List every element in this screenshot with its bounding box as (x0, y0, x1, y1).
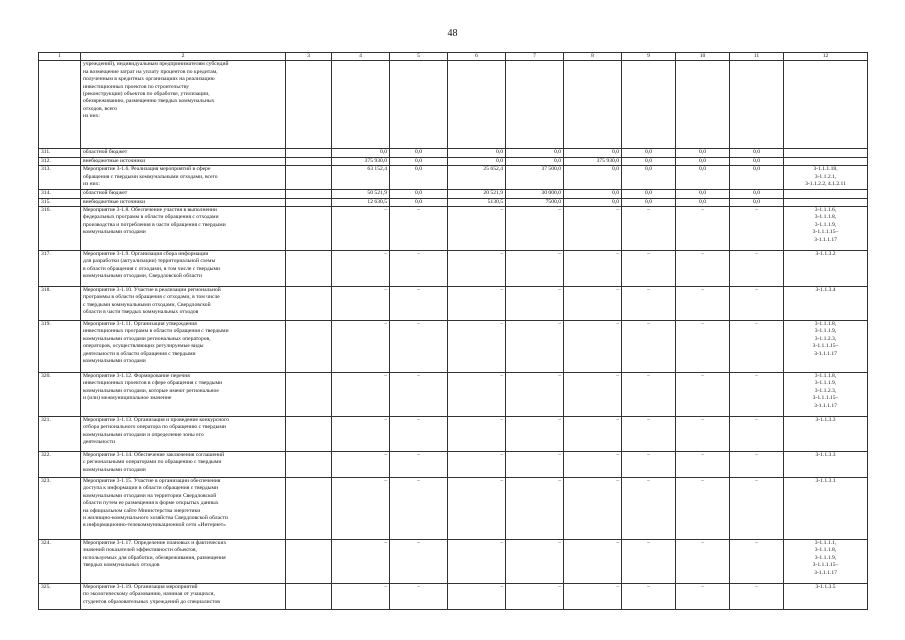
cell-col7: – (506, 452, 564, 478)
cell-targets (784, 190, 868, 198)
cell-col5: 0,0 (390, 198, 448, 206)
cell-col7: – (506, 321, 564, 373)
cell-col6 (448, 61, 506, 149)
row-title: Мероприятие 3-1.19. Организация мероприятий по экологическому образованию, начиная от учащихся, студентов образовательных учреждений до специалистов (81, 584, 286, 610)
cell-col4: – (332, 321, 390, 373)
table-row (39, 452, 868, 478)
cell-col10: – (676, 373, 730, 417)
row-number: 323. (39, 478, 81, 540)
cell-col9: – (622, 417, 676, 452)
row-number (39, 61, 81, 149)
cell-col7: – (506, 478, 564, 540)
cell-col3 (286, 452, 332, 478)
cell-col9: – (622, 540, 676, 584)
row-title: Мероприятие 3-1.10. Участие в реализации региональной программы в области обращения с отходами, в том числе с твердыми коммунальными отходами, Свердловской области в части твердых коммунальных отходов (81, 287, 286, 321)
header-cell: 5 (390, 53, 448, 61)
cell-col5: – (390, 540, 448, 584)
cell-targets: 3-1.1.1.8, 3-1.1.1.9, 3-1.1.2.3, 3-1.1.1.15– 3-1.1.1.17 (784, 373, 868, 417)
page-number: 48 (447, 28, 458, 39)
cell-col3 (286, 207, 332, 251)
cell-col9: – (622, 321, 676, 373)
cell-col9: – (622, 478, 676, 540)
cell-col11: 0,0 (730, 166, 784, 190)
cell-col4: – (332, 540, 390, 584)
cell-col10: – (676, 478, 730, 540)
cell-col10: 0,0 (676, 157, 730, 165)
cell-col3 (286, 61, 332, 149)
cell-col9: 0,0 (622, 198, 676, 206)
row-number: 317. (39, 251, 81, 287)
cell-col8: – (564, 373, 622, 417)
cell-col6: – (448, 287, 506, 321)
cell-col11 (730, 61, 784, 149)
cell-col4: – (332, 287, 390, 321)
cell-col4: – (332, 452, 390, 478)
row-number: 322. (39, 452, 81, 478)
table-row (39, 251, 868, 287)
cell-col11: – (730, 417, 784, 452)
cell-col10: – (676, 452, 730, 478)
cell-col6: 25 652,4 (448, 166, 506, 190)
cell-targets: 3-1.1.1.1, 3-1.1.1.8, 3-1.1.1.9, 3-1.1.1.15– 3-1.1.1.17 (784, 540, 868, 584)
row-title: внебюджетные источники (81, 157, 286, 165)
table-row (39, 157, 868, 165)
table-row (39, 198, 868, 206)
cell-col5: – (390, 417, 448, 452)
cell-targets (784, 149, 868, 157)
row-title: областной бюджет (81, 149, 286, 157)
cell-col3 (286, 584, 332, 610)
row-number: 320. (39, 373, 81, 417)
header-cell: 12 (784, 53, 868, 61)
cell-col10: – (676, 207, 730, 251)
cell-col4: 375 930,0 (332, 157, 390, 165)
cell-col11: – (730, 452, 784, 478)
cell-col11: – (730, 584, 784, 610)
header-cell: 2 (81, 53, 286, 61)
cell-col5: 0,0 (390, 190, 448, 198)
cell-col4 (332, 61, 390, 149)
header-row (39, 53, 868, 61)
cell-col4: – (332, 417, 390, 452)
cell-col10: – (676, 417, 730, 452)
table-row (39, 417, 868, 452)
cell-col3 (286, 149, 332, 157)
cell-col8: 0,0 (564, 149, 622, 157)
cell-col8: 0,0 (564, 190, 622, 198)
cell-col7: 0,0 (506, 149, 564, 157)
row-title: внебюджетные источники (81, 198, 286, 206)
cell-col11: – (730, 207, 784, 251)
cell-col4: – (332, 478, 390, 540)
table-row (39, 478, 868, 540)
cell-col11: – (730, 251, 784, 287)
cell-col7: 7500,0 (506, 198, 564, 206)
cell-col9: 0,0 (622, 157, 676, 165)
cell-col9: – (622, 584, 676, 610)
row-title: Мероприятие 3-1.8. Обеспечение участия в выполнении федеральных программ в области обращения с отходами производства и потребления в части обращения с твердыми коммунальными отходами (81, 207, 286, 251)
cell-targets: 3-1.1.1.6, 3-1.1.1.8, 3-1.1.1.9, 3-1.1.1.15– 3-1.1.1.17 (784, 207, 868, 251)
cell-col5: – (390, 207, 448, 251)
row-number: 312. (39, 157, 81, 165)
cell-col5: – (390, 584, 448, 610)
cell-col5: 0,0 (390, 149, 448, 157)
cell-col10: 0,0 (676, 166, 730, 190)
cell-targets: 3-1.1.3.1 (784, 478, 868, 540)
table-row (39, 321, 868, 373)
cell-col9: – (622, 452, 676, 478)
cell-col10: 0,0 (676, 190, 730, 198)
cell-targets: 3-1.1.1.18, 3-1.1.2.1, 3-1.1.2.2, 4.1.2.11 (784, 166, 868, 190)
cell-col5: – (390, 478, 448, 540)
cell-col5: 0,0 (390, 166, 448, 190)
cell-col7: – (506, 584, 564, 610)
program-table (38, 52, 868, 610)
header-cell: 3 (286, 53, 332, 61)
cell-col7: 0,0 (506, 157, 564, 165)
table-row (39, 61, 868, 149)
cell-col9: 0,0 (622, 166, 676, 190)
cell-col5: – (390, 251, 448, 287)
table-row (39, 190, 868, 198)
row-title: Мероприятие 3-1.12. Формирование перечня инвестиционных проектов в сфере обращения с твердыми коммунальными отходами, которые имеют региональное и (или) межмуниципальное значение (81, 373, 286, 417)
cell-col8: 0,0 (564, 166, 622, 190)
cell-col7: – (506, 251, 564, 287)
cell-targets: 3-1.1.3.2 (784, 251, 868, 287)
cell-col10: – (676, 251, 730, 287)
cell-col5: – (390, 452, 448, 478)
cell-col6: 5130,5 (448, 198, 506, 206)
cell-col11: – (730, 321, 784, 373)
cell-col8: – (564, 584, 622, 610)
cell-col8: 375 930,0 (564, 157, 622, 165)
cell-col8: – (564, 540, 622, 584)
cell-col8: – (564, 287, 622, 321)
header-cell: 8 (564, 53, 622, 61)
cell-col4: – (332, 584, 390, 610)
cell-col6: 0,0 (448, 149, 506, 157)
row-number: 318. (39, 287, 81, 321)
cell-col6: – (448, 452, 506, 478)
row-title: областной бюджет (81, 190, 286, 198)
cell-col11: – (730, 373, 784, 417)
cell-col6: – (448, 251, 506, 287)
cell-col9: – (622, 207, 676, 251)
cell-col4: 12 630,5 (332, 198, 390, 206)
cell-col6: 0,0 (448, 157, 506, 165)
cell-col5: – (390, 373, 448, 417)
cell-col3 (286, 478, 332, 540)
cell-col3 (286, 157, 332, 165)
cell-col5: 0,0 (390, 157, 448, 165)
cell-col11: – (730, 540, 784, 584)
cell-col7: – (506, 287, 564, 321)
cell-col8: – (564, 251, 622, 287)
cell-col9: – (622, 251, 676, 287)
cell-col11: 0,0 (730, 198, 784, 206)
row-title: Мероприятие 3-1.17. Определение плановых и фактических значений показателей эффективности объектов, используемых для обработки, обезвреживания, размещения твердых коммунальных отходов (81, 540, 286, 584)
cell-col7: – (506, 417, 564, 452)
cell-col5: – (390, 321, 448, 373)
cell-col3 (286, 190, 332, 198)
cell-col4: 50 521,9 (332, 190, 390, 198)
row-number: 314. (39, 190, 81, 198)
row-number: 324. (39, 540, 81, 584)
cell-col4: 0,0 (332, 149, 390, 157)
cell-col6: – (448, 540, 506, 584)
cell-col8: – (564, 321, 622, 373)
cell-col9 (622, 61, 676, 149)
cell-col4: – (332, 207, 390, 251)
header-cell: 9 (622, 53, 676, 61)
cell-targets: 3-1.1.3.3 (784, 452, 868, 478)
cell-col10: – (676, 540, 730, 584)
cell-col6: – (448, 584, 506, 610)
cell-col10 (676, 61, 730, 149)
cell-col9: 0,0 (622, 190, 676, 198)
header-cell: 10 (676, 53, 730, 61)
cell-col9: – (622, 287, 676, 321)
row-number: 315. (39, 198, 81, 206)
cell-col11: 0,0 (730, 157, 784, 165)
cell-col8: – (564, 478, 622, 540)
cell-col6: – (448, 417, 506, 452)
cell-col11: 0,0 (730, 190, 784, 198)
cell-col7 (506, 61, 564, 149)
cell-col6: – (448, 373, 506, 417)
cell-col7: 30 000,0 (506, 190, 564, 198)
cell-col3 (286, 321, 332, 373)
cell-col10: 0,0 (676, 198, 730, 206)
cell-col10: – (676, 321, 730, 373)
cell-col3 (286, 287, 332, 321)
row-number: 319. (39, 321, 81, 373)
cell-targets: 3-1.1.3.3 (784, 417, 868, 452)
cell-col8: – (564, 207, 622, 251)
cell-col7: 37 500,0 (506, 166, 564, 190)
table-row (39, 149, 868, 157)
cell-targets: 3-1.1.3.5 (784, 584, 868, 610)
cell-col7: – (506, 207, 564, 251)
cell-col3 (286, 540, 332, 584)
cell-col3 (286, 198, 332, 206)
row-number: 313. (39, 166, 81, 190)
cell-col8: – (564, 417, 622, 452)
cell-col6: – (448, 207, 506, 251)
cell-col4: – (332, 373, 390, 417)
row-title: учреждений), индивидуальным предпринимателям субсидий на возмещение затрат на уплату процентов по кредитам, полученным в кредитных организациях на реализацию инвестиционных проектов по строительству (реконструкции) объектов по обработке, утилизации, обезвреживанию, размещению твердых коммунальных отходов, всего из них: (81, 61, 286, 149)
cell-col8: – (564, 452, 622, 478)
cell-col11: – (730, 287, 784, 321)
cell-col3 (286, 373, 332, 417)
cell-col6: – (448, 478, 506, 540)
table-row (39, 540, 868, 584)
cell-col7: – (506, 540, 564, 584)
cell-col3 (286, 251, 332, 287)
cell-targets (784, 157, 868, 165)
table-row (39, 584, 868, 610)
table-row (39, 207, 868, 251)
cell-targets: 3-1.1.3.4 (784, 287, 868, 321)
cell-col10: – (676, 287, 730, 321)
cell-col6: 20 521,9 (448, 190, 506, 198)
row-title: Мероприятие 3-1.15. Участие в организации обеспечения доступа к информации в области обращения с твердыми коммунальными отходами на территории Свердловской области путем ее размещения в форме открытых данных на официальном сайте Министерства энергетики и жилищно-коммунального хозяйства Свердловской области в информационно-телекоммуникационной сети «Интернет» (81, 478, 286, 540)
row-title: Мероприятие 3-1.13. Организация и проведение конкурсного отбора регионального оператора по обращению с твердыми коммунальными отходами и определение зоны его деятельности (81, 417, 286, 452)
cell-targets (784, 61, 868, 149)
row-number: 325. (39, 584, 81, 610)
table-row (39, 166, 868, 190)
cell-col10: 0,0 (676, 149, 730, 157)
row-title: Мероприятие 3-1.14. Обеспечение заключения соглашений с региональными операторами по обращению с твердыми коммунальными отходами (81, 452, 286, 478)
row-number: 321. (39, 417, 81, 452)
cell-col7: – (506, 373, 564, 417)
cell-col9: 0,0 (622, 149, 676, 157)
cell-col5 (390, 61, 448, 149)
row-number: 311. (39, 149, 81, 157)
cell-col11: – (730, 478, 784, 540)
cell-col10: – (676, 584, 730, 610)
header-cell: 4 (332, 53, 390, 61)
row-title: Мероприятие 3-1.9. Организация сбора информации для разработки (актуализации) территориальной схемы в области обращения с отходами, в том числе с твердыми коммунальными отходами, Свердловской области (81, 251, 286, 287)
cell-col8: 0,0 (564, 198, 622, 206)
header-cell: 6 (448, 53, 506, 61)
cell-targets (784, 198, 868, 206)
header-cell: 11 (730, 53, 784, 61)
header-cell: 1 (39, 53, 81, 61)
cell-col6: – (448, 321, 506, 373)
cell-targets: 3-1.1.1.8, 3-1.1.1.9, 3-1.1.2.3, 3-1.1.1.15– 3-1.1.1.17 (784, 321, 868, 373)
cell-col9: – (622, 373, 676, 417)
cell-col4: – (332, 251, 390, 287)
row-title: Мероприятие 3-1.6. Реализация мероприятий в сфере обращения с твердыми коммунальными отходами, всего из них: (81, 166, 286, 190)
table-row (39, 287, 868, 321)
cell-col8 (564, 61, 622, 149)
cell-col3 (286, 166, 332, 190)
header-cell: 7 (506, 53, 564, 61)
cell-col3 (286, 417, 332, 452)
cell-col4: 63 152,4 (332, 166, 390, 190)
table-row (39, 373, 868, 417)
row-title: Мероприятие 3-1.11. Организация утверждения инвестиционных программ в области обращения с твердыми коммунальными отходами региональных операторов, операторов, осуществляющих регулируемые виды деятельности в области обращения с твердыми коммунальными отходами (81, 321, 286, 373)
row-number: 316. (39, 207, 81, 251)
cell-col11: 0,0 (730, 149, 784, 157)
cell-col5: – (390, 287, 448, 321)
